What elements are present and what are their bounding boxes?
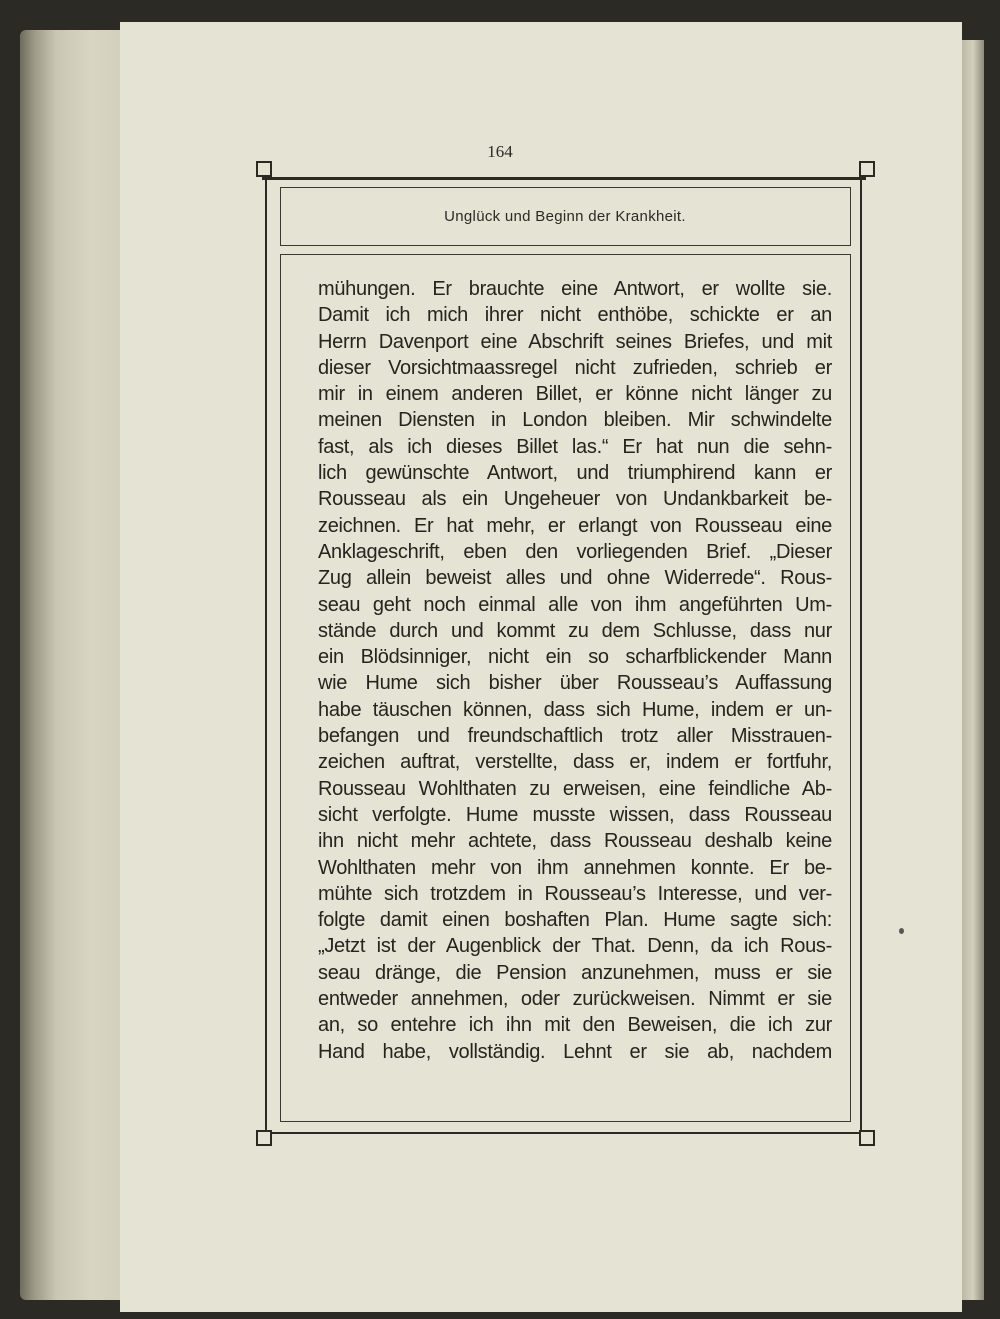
text-line: ihn nicht mehr achtete, dass Rousseau deshalb keine <box>318 830 832 853</box>
facing-page-edge <box>962 40 984 1300</box>
text-line: Wohlthaten mehr von ihm annehmen konnte. Er be- <box>318 856 832 879</box>
page-number: 164 <box>487 142 513 161</box>
text-line: mühungen. Er brauchte eine Antwort, er wollte sie. <box>318 278 832 300</box>
corner-ornament <box>256 161 272 177</box>
body-text <box>318 276 832 1065</box>
frame-right-rule <box>860 170 862 1140</box>
text-line: Hand habe, vollständig. Lehnt er sie ab, nachdem <box>318 1040 832 1063</box>
text-line: Damit ich mich ihrer nicht enthöbe, schickte er an <box>318 304 832 327</box>
text-line: Zug allein beweist alles und ohne Widerrede“. Rous- <box>318 567 832 590</box>
text-line: meinen Diensten in London bleiben. Mir schwindelte <box>318 409 832 432</box>
corner-ornament <box>256 1130 272 1146</box>
frame-bottom-rule <box>262 1132 866 1134</box>
text-line: habe täuschen können, dass sich Hume, indem er un- <box>318 698 832 721</box>
text-line: Rousseau Wohlthaten zu erweisen, eine feindliche Ab- <box>318 777 832 800</box>
corner-ornament <box>859 1130 875 1146</box>
text-line: mir in einem anderen Billet, er könne nicht länger zu <box>318 383 832 406</box>
frame-top-rule <box>262 177 866 180</box>
text-line: an, so entehre ich ihn mit den Beweisen, die ich zur <box>318 1014 832 1037</box>
text-line: folgte damit einen boshaften Plan. Hume sagte sich: <box>318 909 832 932</box>
text-line: „Jetzt ist der Augenblick der That. Denn, da ich Rous- <box>318 935 832 958</box>
text-line: befangen und freundschaftlich trotz aller Misstrauen- <box>318 725 832 748</box>
text-line: zeichen auftrat, verstellte, dass er, indem er fortfuhr, <box>318 751 832 774</box>
text-line: stände durch und kommt zu dem Schlusse, dass nur <box>318 619 832 642</box>
text-line: seau geht noch einmal alle von ihm angeführten Um- <box>318 593 832 616</box>
running-head: Unglück und Beginn der Krankheit. <box>444 207 686 225</box>
text-line: ein Blödsinniger, nicht ein so scharfblickender Mann <box>318 646 832 669</box>
text-line: Anklageschrift, eben den vorliegenden Brief. „Dieser <box>318 540 832 563</box>
paper-speck <box>899 928 904 934</box>
text-line: zeichnen. Er hat mehr, er erlangt von Rousseau eine <box>318 514 832 537</box>
text-line: fast, als ich dieses Billet las.“ Er hat nun die sehn- <box>318 435 832 458</box>
text-line: sicht verfolgte. Hume musste wissen, dass Rousseau <box>318 803 832 826</box>
text-line: lich gewünschte Antwort, und triumphirend kann er <box>318 462 832 485</box>
corner-ornament <box>859 161 875 177</box>
text-line: dieser Vorsichtmaassregel nicht zufrieden, schrieb er <box>318 356 832 379</box>
text-line: mühte sich trotzdem in Rousseau’s Interesse, und ver- <box>318 882 832 905</box>
text-line: wie Hume sich bisher über Rousseau’s Auffassung <box>318 672 832 695</box>
text-line: Herrn Davenport eine Abschrift seines Briefes, und mit <box>318 330 832 353</box>
text-line: seau dränge, die Pension anzunehmen, muss er sie <box>318 961 832 984</box>
frame-left-rule <box>265 170 267 1140</box>
text-line: entweder annehmen, oder zurückweisen. Nimmt er sie <box>318 988 832 1011</box>
text-line: Rousseau als ein Ungeheuer von Undankbarkeit be- <box>318 488 832 511</box>
